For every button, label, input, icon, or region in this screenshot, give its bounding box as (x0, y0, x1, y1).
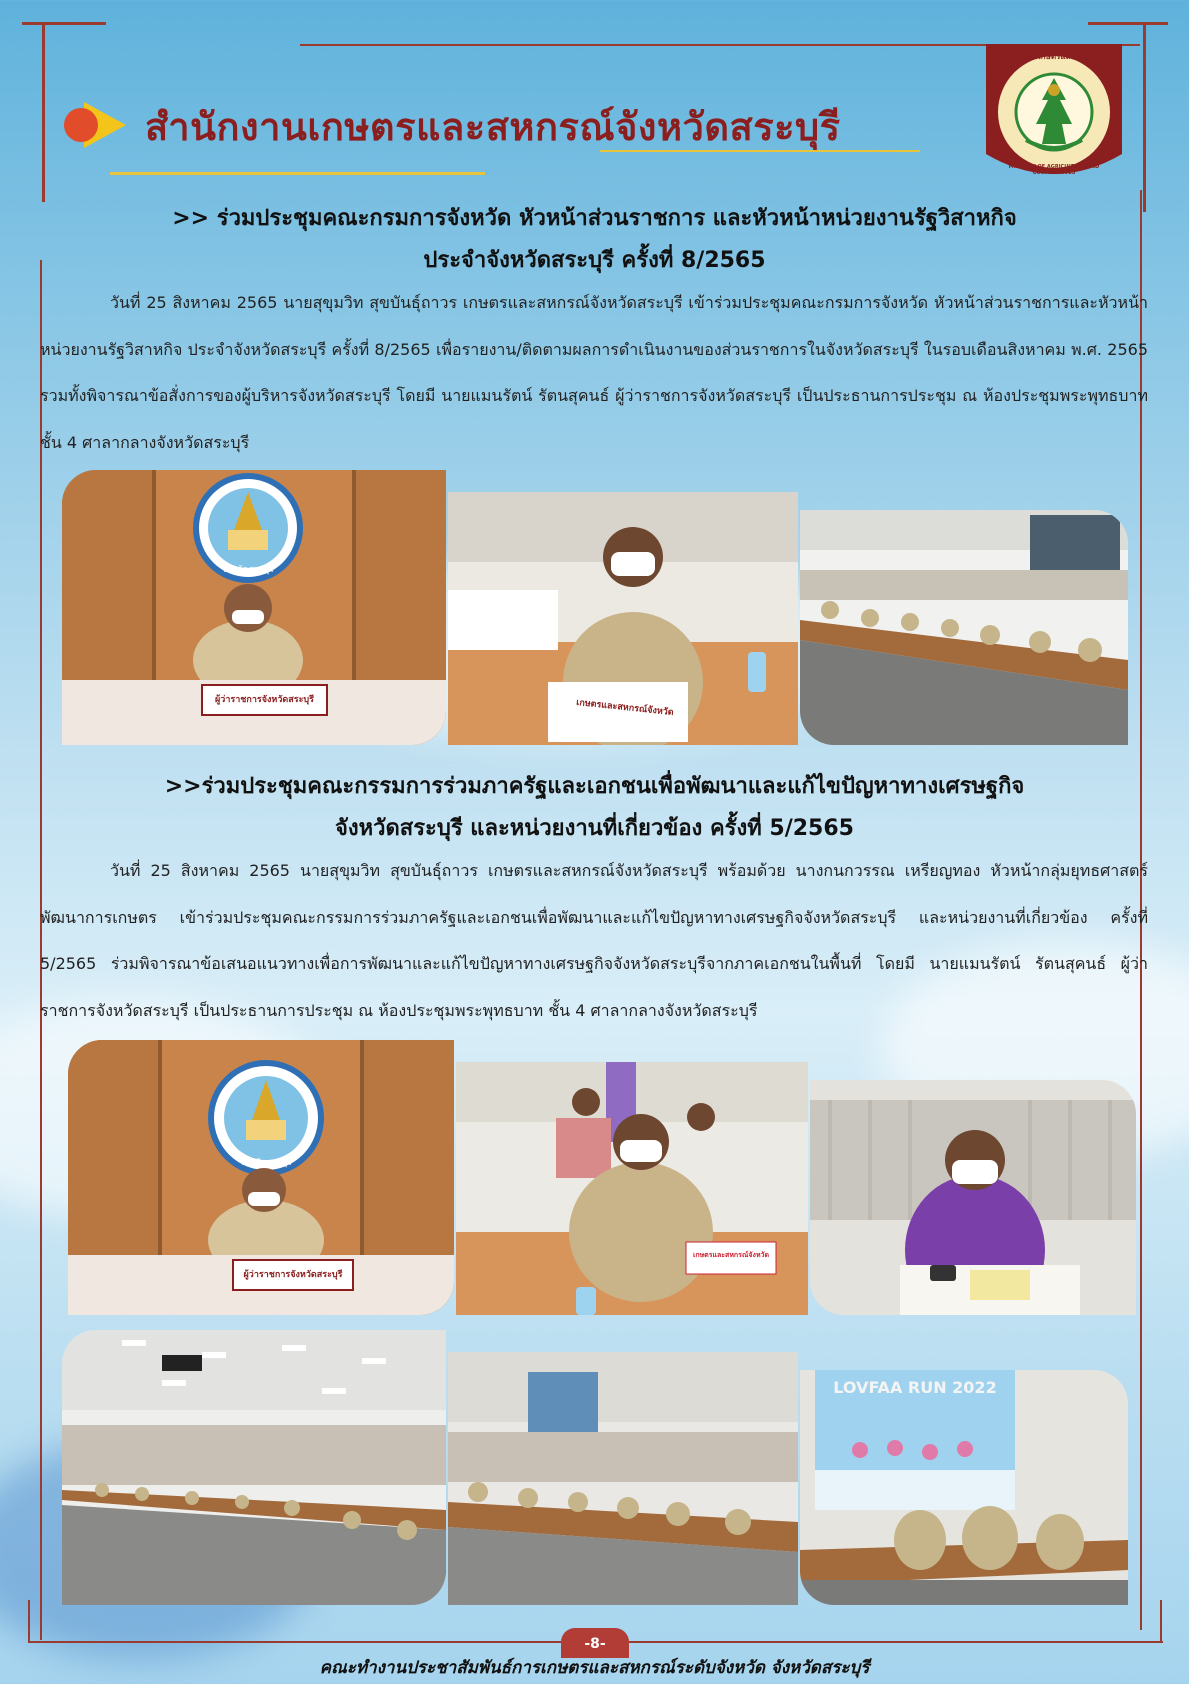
photo-lovfaa-presentation (800, 1370, 1128, 1605)
title-underline-right (600, 150, 920, 152)
section2-body: วันที่ 25 สิงหาคม 2565 นายสุขุมวิท สุขบันธุ์ถาวร เกษตรและสหกรณ์จังหวัดสระบุรี พร้อมด้วย นางกนกวรรณ เหรียญทอง หัวหน้ากลุ่มยุทธศาสตร์พัฒนาการเกษตร เข้าร่วมประชุมคณะกรรมการร่วมภาครัฐและเอกชนเพื่อพัฒนาและแก้ไขปัญหาทางเศรษฐกิจจังหวัดสระบุรี และหน่วยงานที่เกี่ยวข้อง ครั้งที่ 5/2565 ร่วมพิจารณาข้อเสนอแนวทางเพื่อการพัฒนาและแก้ไขปัญหาทางเศรษฐกิจจังหวัดสระบุรีจากภาคเอกชนในพื้นที่ โดยมี นายแมนรัตน์ รัตนสุคนธ์ ผู้ว่าราชการจังหวัดสระบุรี เป็นประธานการประชุม ณ ห้องประชุมพระพุทธบาท ชั้น 4 ศาลากลางจังหวัดสระบุรี (40, 861, 1148, 1020)
photo2-nameplate-governor: ผู้ว่าราชการจังหวัดสระบุรี (243, 1270, 343, 1280)
photo2-seal-label: จังหวัดสระบุรี (239, 1158, 293, 1168)
photo-agri-officer (448, 492, 798, 745)
section2-heading (40, 766, 1149, 850)
photo-seal-label: จังหวัดสระบุรี (221, 565, 275, 575)
page-title: สำนักงานเกษตรและสหกรณ์จังหวัดสระบุรี (145, 105, 841, 149)
photo-governor-seal-2 (68, 1040, 454, 1315)
photo-nameplate-agri: เกษตรและสหกรณ์จังหวัด (575, 697, 675, 719)
section1-body: วันที่ 25 สิงหาคม 2565 นายสุขุมวิท สุขบันธุ์ถาวร เกษตรและสหกรณ์จังหวัดสระบุรี เข้าร่วมประชุมคณะกรมการจังหวัด หัวหน้าส่วนราชการและหัวหน้าหน่วยงานรัฐวิสาหกิจ ประจำจังหวัดสระบุรี ครั้งที่ 8/2565 เพื่อรายงาน/ติดตามผลการดำเนินงานของส่วนราชการในจังหวัดสระบุรี ในรอบเดือนสิงหาคม พ.ศ. 2565 รวมทั้งพิจารณาข้อสั่งการของผู้บริหารจังหวัดสระบุรี โดยมี นายแมนรัตน์ รัตนสุคนธ์ ผู้ว่าราชการจังหวัดสระบุรี เป็นประธานการประชุม ณ ห้องประชุมพระพุทธบาท ชั้น 4 ศาลากลางจังหวัดสระบุรี (40, 293, 1148, 452)
frame-bottom-left (28, 1641, 562, 1643)
header-dot-icon (64, 108, 98, 142)
photo-meeting-attendees (448, 1352, 798, 1605)
section1-heading-line2: ประจำจังหวัดสระบุรี ครั้งที่ 8/2565 (423, 248, 766, 273)
photo-meeting-room (800, 510, 1128, 745)
photo2-nameplate-agri: เกษตรและสหกรณ์จังหวัด (692, 1251, 770, 1259)
photo-nameplate-governor: ผู้ว่าราชการจังหวัดสระบุรี (215, 695, 314, 705)
section2-heading-line1: >>ร่วมประชุมคณะกรรมการร่วมภาครัฐและเอกชนเพื่อพัฒนาและแก้ไขปัญหาทางเศรษฐกิจ (164, 774, 1025, 799)
ministry-logo (986, 44, 1122, 180)
frame-bottom-right-vert (1160, 1600, 1162, 1642)
section1-heading (40, 198, 1149, 282)
photo-governor-seal (62, 470, 446, 745)
section1-heading-line1: >> ร่วมประชุมคณะกรมการจังหวัด หัวหน้าส่วนราชการ และหัวหน้าหน่วยงานรัฐวิสาหกิจ (172, 206, 1017, 231)
frame-top-left (22, 22, 106, 25)
frame-left-top (42, 22, 45, 202)
frame-right-top (1143, 22, 1146, 212)
frame-bottom-right (629, 1641, 1163, 1643)
frame-top-right (1088, 22, 1168, 25)
page-number: -8- (561, 1628, 629, 1658)
logo-text-en: MINISTRY OF AGRICULTURE AND COOPERATIVES (1008, 164, 1100, 176)
frame-bottom-left-vert (28, 1600, 30, 1642)
photo-strategy-officer (810, 1080, 1136, 1315)
footer-text: คณะทำงานประชาสัมพันธ์การเกษตรและสหกรณ์ระดับจังหวัด จังหวัดสระบุรี (319, 1658, 870, 1678)
section2-heading-line2: จังหวัดสระบุรี และหน่วยงานที่เกี่ยวข้อง ครั้งที่ 5/2565 (335, 816, 854, 841)
photo-large-meeting-hall (62, 1330, 446, 1605)
photo-agri-officer-2 (456, 1062, 808, 1315)
title-underline (110, 172, 485, 175)
logo-text: กระทรวงเกษตรและสหกรณ์ (1006, 52, 1102, 61)
photo-screen-text: LOVFAA RUN 2022 (833, 1378, 997, 1397)
